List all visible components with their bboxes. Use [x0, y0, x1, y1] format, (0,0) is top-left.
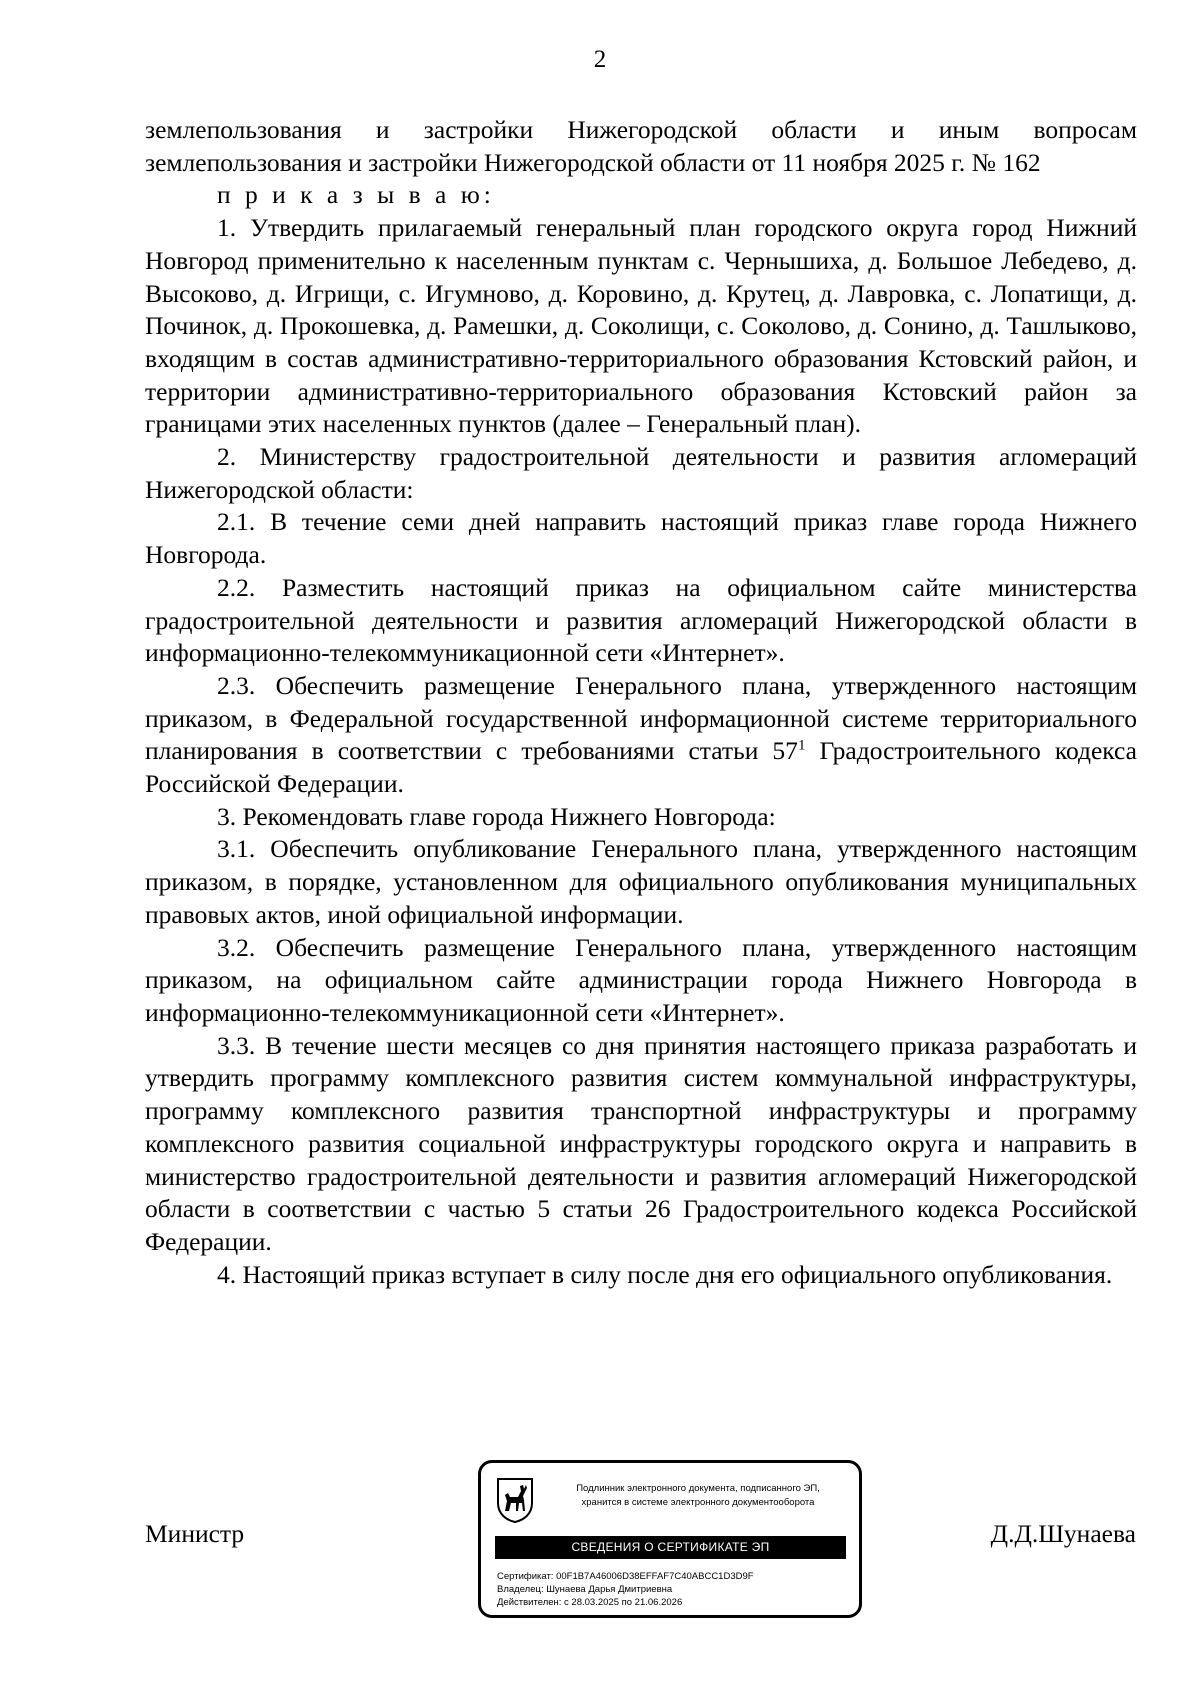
order-body — [145, 114, 1137, 1291]
stamp-details — [497, 1570, 852, 1609]
paragraph-item-2: 2. Министерству градостроительной деятельности и развития агломераций Нижегородской области: — [145, 442, 1137, 504]
paragraph-item-2-1: 2.1. В течение семи дней направить настоящий приказ главе города Нижнего Новгорода. — [145, 507, 1137, 570]
paragraph-preamble-end: землепользования и застройки Нижегородской области и иным вопросам землепользования и застройки Нижегородской области от 11 ноября 2025 г. № 162 — [145, 115, 1137, 177]
paragraph-item-3: 3. Рекомендовать главе города Нижнего Новгорода: — [217, 801, 776, 831]
stamp-owner: Владелец: Шунаева Дарья Дмитриевна — [497, 1584, 673, 1595]
page-number: 2 — [593, 46, 607, 73]
signer-title: Министр — [145, 1519, 245, 1548]
electronic-signature-stamp — [478, 1460, 862, 1618]
paragraph-item-4: 4. Настоящий приказ вступает в силу после дня его официального опубликования. — [217, 1259, 1113, 1289]
signer-name: Д.Д.Шунаева — [990, 1519, 1136, 1548]
paragraph-order-word: п р и к а з ы в а ю: — [217, 180, 495, 210]
paragraph-item-3-1: 3.1. Обеспечить опубликование Генерального плана, утвержденного настоящим приказом, в порядке, установленном для официального опубликования муниципальных правовых актов, иной официальной информации. — [145, 834, 1137, 929]
superscript: 1 — [797, 737, 806, 754]
stamp-validity: Действителен: с 28.03.2025 по 21.06.2026 — [497, 1597, 683, 1608]
paragraph-item-3-3: 3.3. В течение шести месяцев со дня принятия настоящего приказа разработать и утвердить программу комплексного развития систем коммунальной инфраструктуры, программу комплексного развития транспортной инфраструктуры и программу комплексного развития социальной инфраструктуры городского округа и направить в министерство градостроительной деятельности и развития агломераций Нижегородской области в соответствии с частью 5 статьи 26 Градостроительного кодекса Российской Федерации. — [145, 1030, 1137, 1256]
paragraph-item-1: 1. Утвердить прилагаемый генеральный план городского округа город Нижний Новгород применительно к населенным пунктам с. Чернышиха, д. Большое Лебедево, д. Высоково, д. Игрищи, с. Игумново, д. Коровино, д. Крутец, д. Лавровка, с. Лопатищи, д. Починок, д. Прокошевка, д. Рамешки, д. Соколищи, с. Соколово, д. Сонино, д. Ташлыково, входящим в состав административно-территориального образования Кстовский район, и территории административно-территориального образования Кстовский район за границами этих населенных пунктов (далее – Генеральный план). — [145, 213, 1137, 439]
stamp-certificate: Сертификат: 00F1B7A46006D38EFFAF7C40ABCC1D3D9F — [497, 1571, 754, 1582]
paragraph-item-3-2: 3.2. Обеспечить размещение Генерального плана, утвержденного настоящим приказом, на официальном сайте администрации города Нижнего Новгорода в информационно-телекоммуникационной сети «Интернет». — [145, 932, 1137, 1027]
paragraph-item-2-3: 2.3. Обеспечить размещение Генерального плана, утвержденного настоящим приказом, в Федеральной государственной информационной системе территориального планирования в соответствии с требованиями статьи $57^1$ Градостроительного кодекса Российской Федерации. — [145, 670, 1137, 799]
nizhny-novgorod-deer-emblem-icon — [496, 1477, 534, 1523]
stamp-header: СВЕДЕНИЯ О СЕРТИФИКАТЕ ЭП — [495, 1536, 846, 1559]
stamp-note: Подлинник электронного документа, подписанного ЭП, хранится в системе электронного документооборота — [576, 1483, 820, 1508]
paragraph-item-2-2: 2.2. Разместить настоящий приказ на официальном сайте министерства градостроительной деятельности и развития агломераций Нижегородской области в информационно-телекоммуникационной сети «Интернет». — [145, 572, 1137, 668]
